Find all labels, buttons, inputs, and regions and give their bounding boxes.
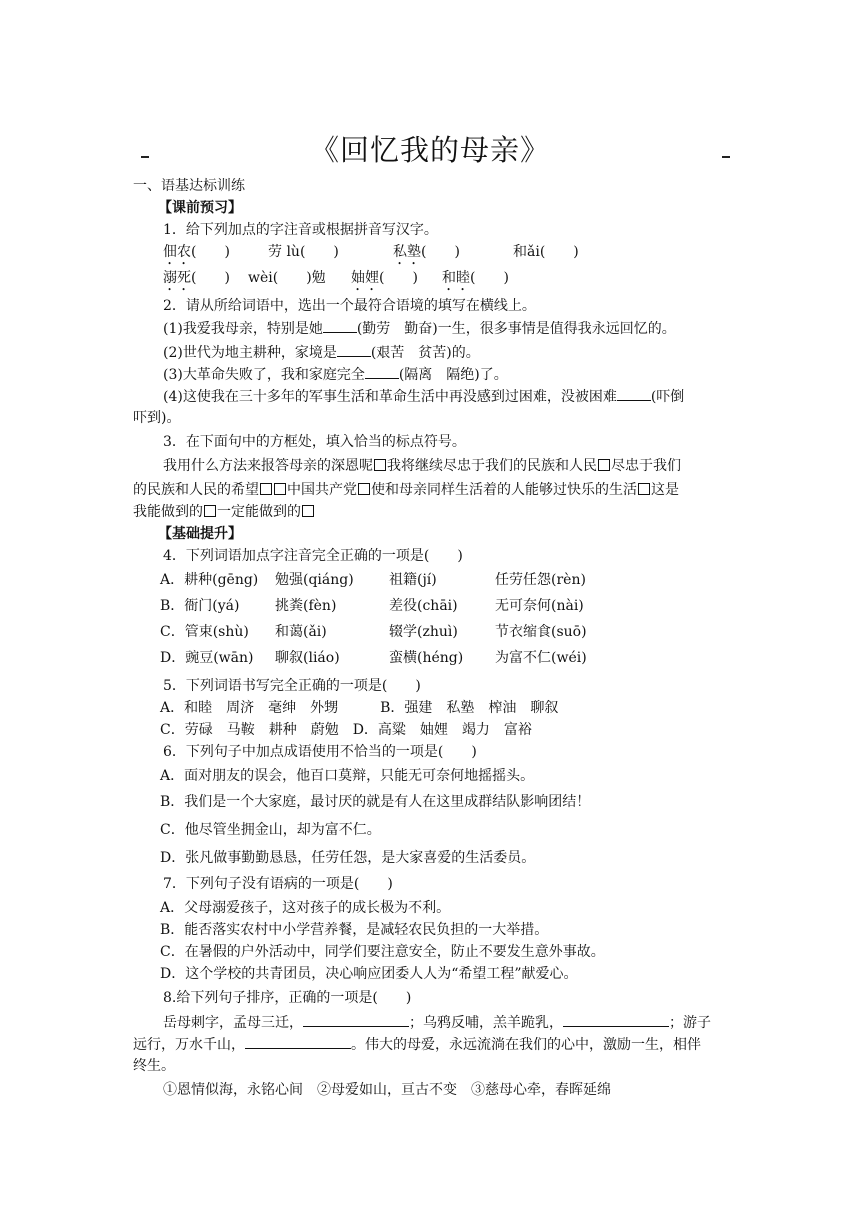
question-6: 6．下列句子中加点成语使用不恰当的一项是( ) [163, 744, 477, 760]
punctuation-box[interactable] [374, 459, 386, 471]
q7-option-c[interactable]: C．在暑假的户外活动中，同学们要注意安全，防止不要发生意外事故。 [160, 944, 605, 960]
punctuation-box[interactable] [358, 483, 370, 495]
q1-item: 私塾( ) [393, 244, 460, 260]
q7-option-b[interactable]: B．能否落实农村中小学营养餐，是减轻农民负担的一大举措。 [160, 922, 549, 938]
q1-item: 劳 lù( ) [268, 244, 339, 260]
q4-option: 挑粪(fèn) [275, 598, 337, 614]
q1-item: 佃农( ) [163, 244, 230, 260]
q4-option: 和蔼(ǎi) [275, 624, 327, 640]
q8-options: ①恩情似海，永铭心间 ②母爱如山，亘古不变 ③慈母心牵，春晖延绵 [163, 1082, 611, 1098]
q3-passage-line: 的民族和人民的希望 中国共产党 使和母亲同样生活着的人能够过快乐的生活 这是 [133, 482, 679, 498]
q8-passage-line: 终生。 [133, 1058, 175, 1074]
punctuation-box[interactable] [274, 483, 286, 495]
q2-item-4: (4)这使我在三十多年的军事生活和革命生活中再没感到过困难，没被困难 (吓倒 [163, 386, 684, 407]
q8-passage-line: 岳母刺字，孟母三迁， ；乌鸦反哺，羔羊跪乳， ；游子 [163, 1012, 711, 1033]
q1-item: 和睦( ) [442, 270, 509, 286]
q1-item: 和ǎi( ) [513, 244, 579, 260]
section-heading: 一、语基达标训练 [133, 178, 245, 194]
q4-option[interactable]: C．管束(shù) [160, 624, 249, 640]
punctuation-box[interactable] [638, 483, 650, 495]
q4-option: 无可奈何(nài) [495, 598, 584, 614]
punctuation-box[interactable] [204, 505, 216, 517]
question-3: 3．在下面句中的方框处，填入恰当的标点符号。 [163, 434, 466, 450]
document-title: 《回忆我的母亲》 [309, 133, 550, 167]
q4-option: 任劳任怨(rèn) [495, 572, 586, 588]
q6-option-b[interactable]: B．我们是一个大家庭，最讨厌的就是有人在这里成群结队影响团结！ [160, 794, 591, 810]
subsection-basic: 【基础提升】 [158, 526, 242, 542]
q1-item: 溺死( ) [163, 270, 230, 286]
q7-option-a[interactable]: A．父母溺爱孩子，这对孩子的成长极为不利。 [160, 900, 451, 916]
q4-option: 祖籍(jí) [389, 572, 437, 588]
q3-passage-line: 我能做到的 一定能做到的 [133, 502, 315, 522]
punctuation-box[interactable] [260, 483, 272, 495]
question-1: 1．给下列加点的字注音或根据拼音写汉字。 [163, 222, 438, 238]
q5-options-cd[interactable]: C．劳碌 马鞍 耕种 蔚勉 D．高粱 妯娌 竭力 富裕 [160, 722, 532, 738]
question-5: 5．下列词语书写完全正确的一项是( ) [163, 678, 421, 694]
q4-option[interactable]: A．耕种(gēng) [160, 572, 259, 588]
q6-option-d[interactable]: D．张凡做事勤勤恳恳，任劳任怨，是大家喜爱的生活委员。 [160, 850, 536, 866]
question-8: 8.给下列句子排序，正确的一项是( ) [163, 990, 412, 1006]
q4-option: 辍学(zhuì) [389, 624, 458, 640]
answer-blank[interactable] [323, 318, 357, 333]
subsection-preview: 【课前预习】 [158, 200, 242, 216]
answer-blank[interactable] [337, 342, 371, 357]
answer-blank[interactable] [617, 386, 651, 401]
q8-passage-line: 远行，万水千山， 。伟大的母爱，永远流淌在我们的心中，激励一生，相伴 [133, 1034, 701, 1055]
question-4: 4．下列词语加点字注音完全正确的一项是( ) [163, 548, 463, 564]
q6-option-c[interactable]: C．他尽管坐拥金山，却为富不仁。 [160, 822, 381, 838]
punctuation-box[interactable] [302, 505, 314, 517]
q6-option-a[interactable]: A．面对朋友的误会，他百口莫辩，只能无可奈何地摇摇头。 [160, 768, 535, 784]
q4-option[interactable]: B．衙门(yá) [160, 598, 240, 614]
q4-option: 为富不仁(wéi) [495, 650, 587, 666]
q2-item-1: (1)我爱我母亲，特别是她 (勤劳 勤奋)一生，很多事情是值得我永远回忆的。 [163, 318, 676, 339]
answer-blank[interactable] [303, 1012, 409, 1027]
question-7: 7．下列句子没有语病的一项是( ) [163, 876, 393, 892]
q4-option: 勉强(qiáng) [275, 572, 354, 588]
q4-option: 蛮横(héng) [389, 650, 464, 666]
q1-item: wèi( )勉 [248, 270, 326, 286]
q4-option: 聊叙(liáo) [275, 650, 340, 666]
q2-item-4-cont: 吓到)。 [133, 410, 181, 426]
q2-item-2: (2)世代为地主耕种，家境是 (艰苦 贫苦)的。 [163, 342, 480, 363]
answer-blank[interactable] [365, 364, 399, 379]
q5-options-ab[interactable]: A．和睦 周济 毫绅 外甥 B．强建 私塾 榨油 聊叙 [160, 700, 559, 716]
punctuation-box[interactable] [598, 459, 610, 471]
q4-option: 节衣缩食(suō) [495, 624, 587, 640]
q2-item-3: (3)大革命失败了，我和家庭完全 (隔离 隔绝)了。 [163, 364, 508, 385]
q1-item: 妯娌( ) [351, 270, 418, 286]
answer-blank[interactable] [563, 1012, 669, 1027]
q4-option[interactable]: D．豌豆(wān) [160, 650, 254, 666]
question-2: 2．请从所给词语中，选出一个最符合语境的填写在横线上。 [163, 298, 536, 314]
q3-passage-line: 我用什么方法来报答母亲的深恩呢 我将继续尽忠于我们的民族和人民 尽忠于我们 [163, 458, 681, 474]
answer-blank[interactable] [245, 1034, 351, 1049]
q4-option: 差役(chāi) [389, 598, 458, 614]
q7-option-d[interactable]: D．这个学校的共青团员，决心响应团委人人为“希望工程”献爱心。 [160, 966, 578, 982]
